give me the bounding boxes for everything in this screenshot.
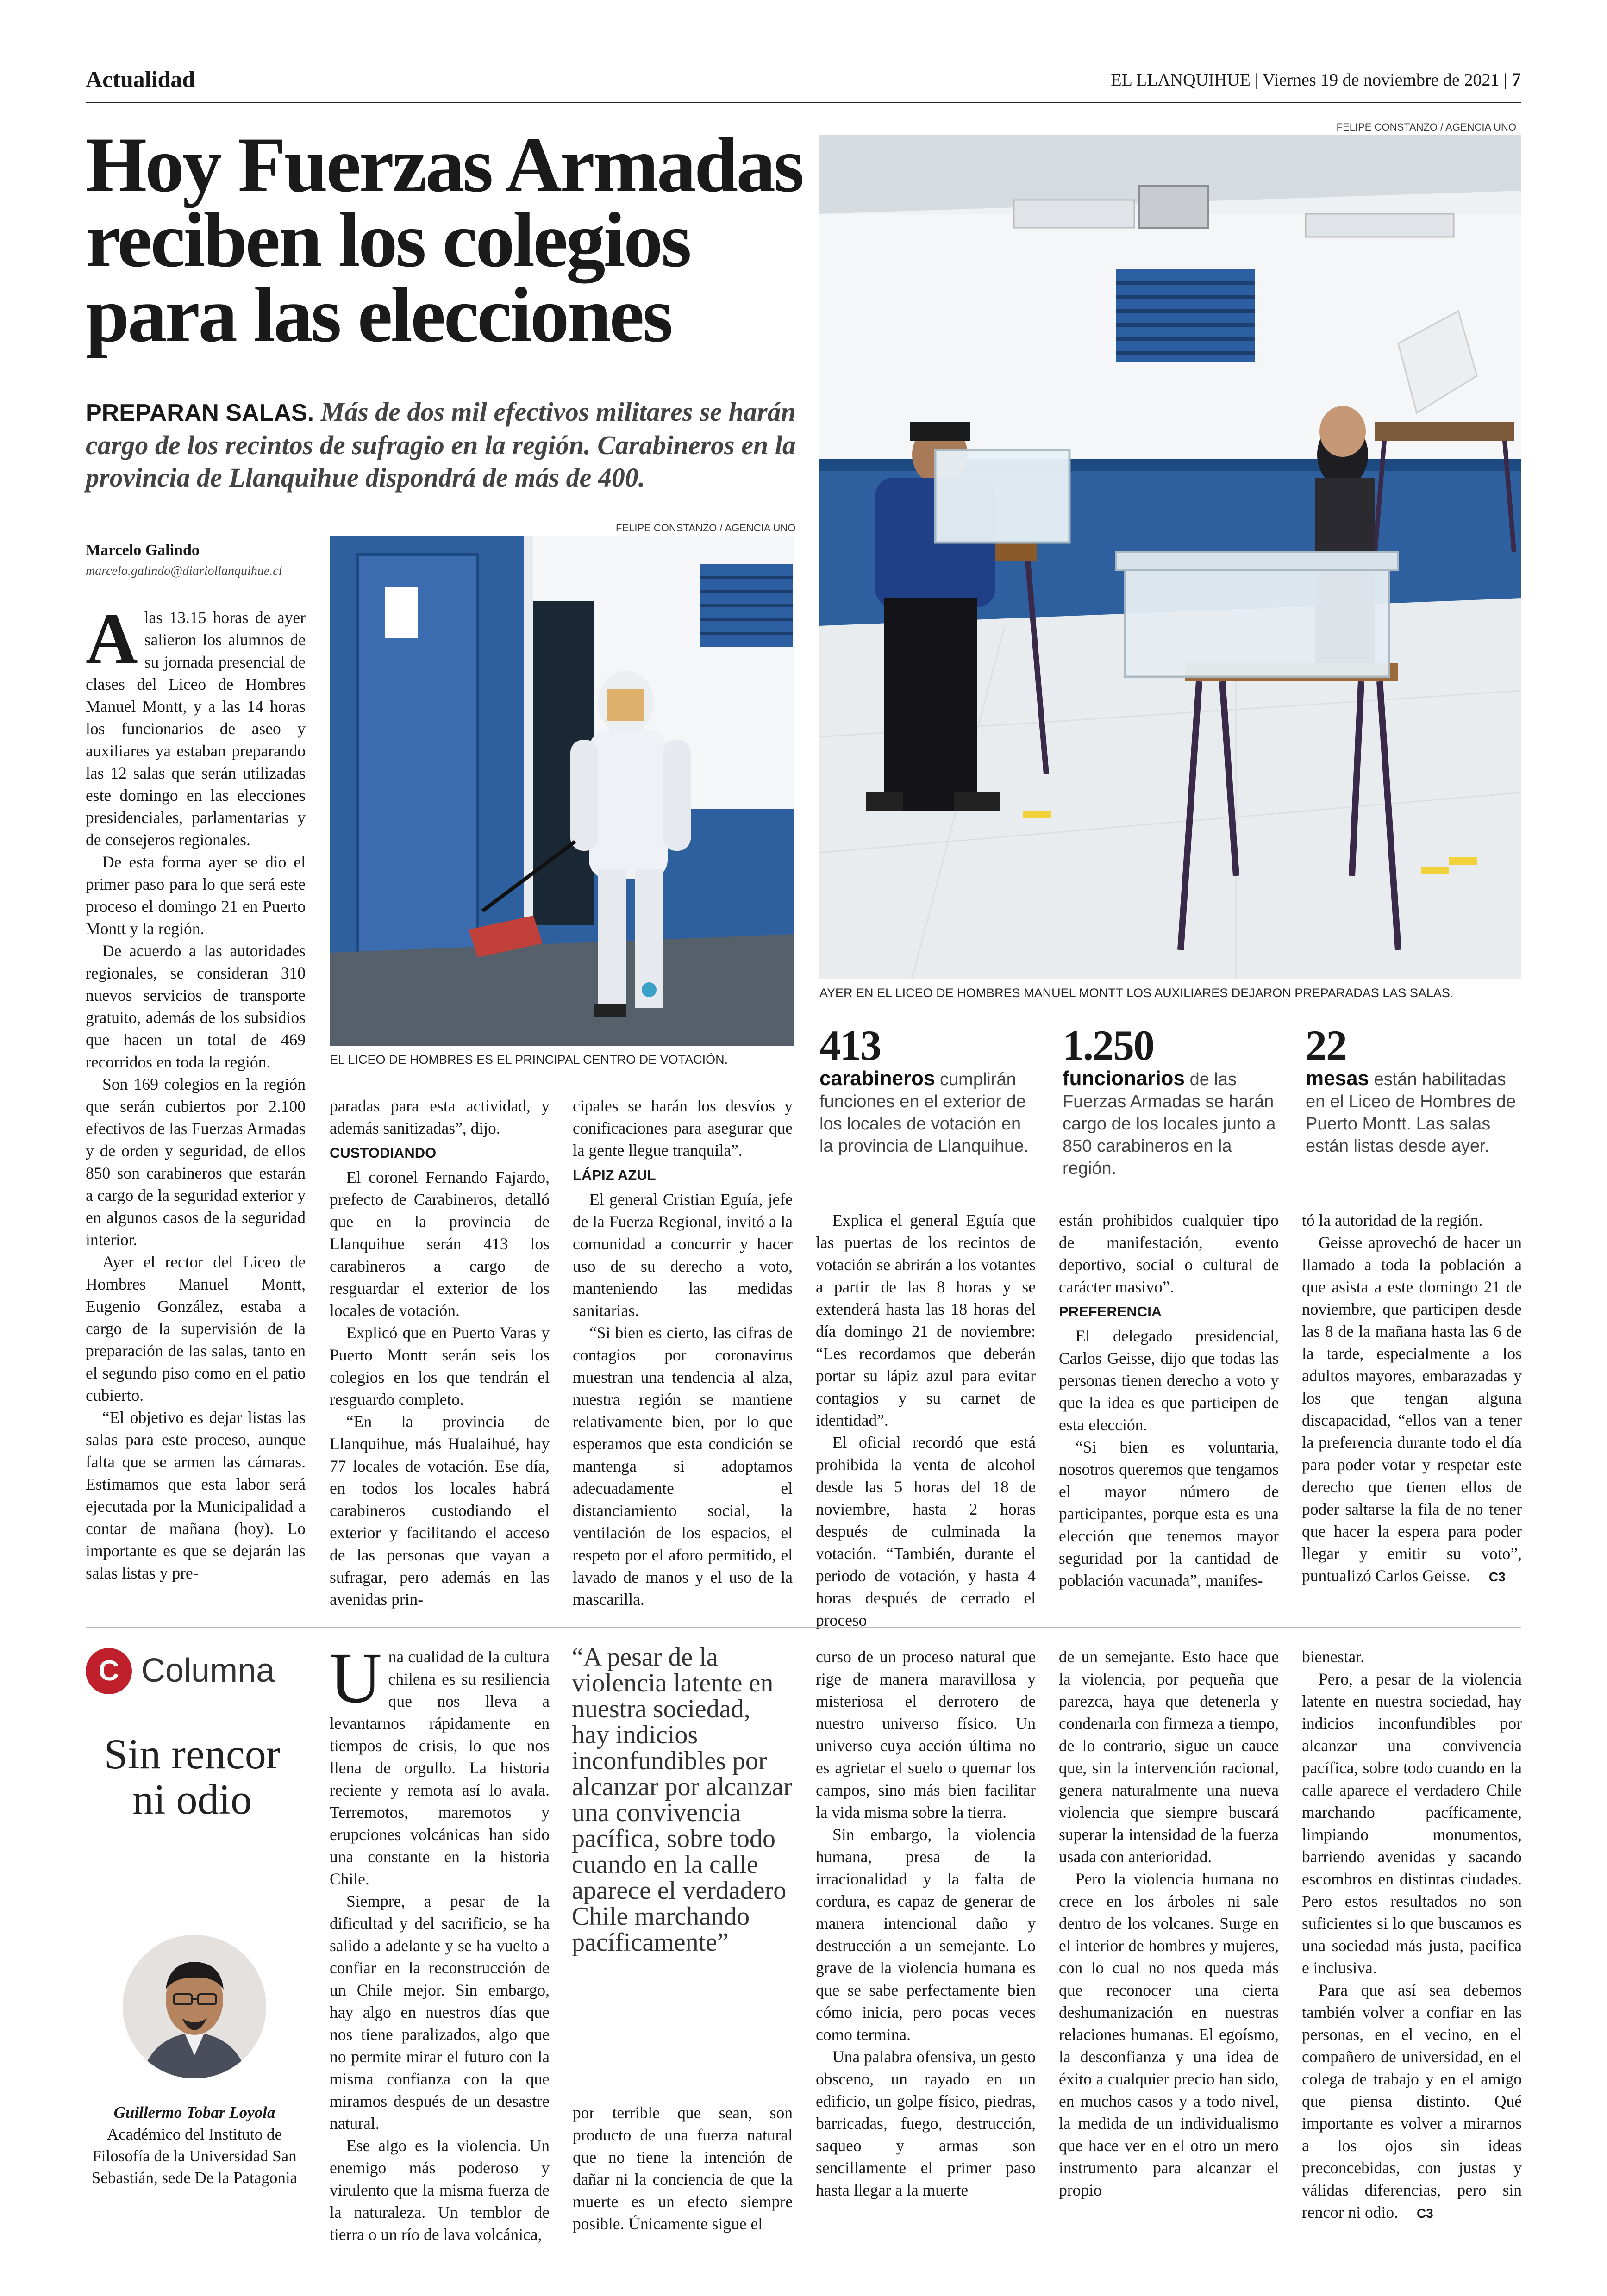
main-photo-credit: FELIPE CONSTANZO / AGENCIA UNO <box>1336 121 1516 133</box>
subhead-preferencia: PREFERENCIA <box>1059 1304 1162 1320</box>
paragraph: Explicó que en Puerto Varas y Puerto Montt serán seis los colegios en los que tendrán el resguardo completo. <box>330 1323 550 1409</box>
paragraph: Ese algo es la violencia. Un enemigo más poderoso y virulento que la misma fuerza de la naturaleza. Un temblor de tierra o un río de lava volcánica, <box>330 2136 550 2244</box>
column-col-1 <box>330 1638 550 2244</box>
column-badge-icon: C <box>86 1648 132 1694</box>
main-photo-caption: AYER EN EL LICEO DE HOMBRES MANUEL MONTT LOS AUXILIARES DEJARON PREPARADAS LAS SALAS. <box>819 986 1454 1000</box>
paragraph: están prohibidos cualquier tipo de manifestación, evento deportivo, social o cultural de carácter masivo”. <box>1059 1211 1279 1296</box>
paragraph: bienestar. <box>1302 1647 1365 1666</box>
article-col-4 <box>816 1209 1036 1629</box>
column-dropcap: U <box>330 1638 382 1718</box>
paragraph: “En la provincia de Llanquihue, más Hualaihué, hay 77 locales de votación. Ese día, en todos los locales habrá carabineros custodiando el exterior y facilitando el acceso de las personas que vayan a sufragar, pero además en las avenidas prin- <box>330 1412 550 1609</box>
column-col-2 <box>573 2102 793 2236</box>
stat-number: 1.250 <box>1063 1022 1154 1069</box>
paper-name: EL LLANQUIHUE <box>1111 70 1251 90</box>
stat-carabineros <box>819 1023 1037 1157</box>
paragraph: Para que así sea debemos también volver a confiar en las personas, en el vecino, en el compañero de universidad, en el colega de trabajo y en el amigo que piensa distinto. Qué importante es volver a mirarnos a los ojos sin ideas preconcebidas, con justas y válidas diferencias, pero sin rencor ni odio. <box>1302 1981 1522 2221</box>
end-mark: C3 <box>1417 2206 1433 2221</box>
paragraph: Una palabra ofensiva, un gesto obsceno, un rayado en un edificio, un golpe físico, piedras, barricadas, fuego, destrucción, saqueo y armas son sencillamente el primer paso hasta llegar a la muerte <box>816 2047 1036 2199</box>
stat-text: cumplirán funciones en el exterior de los locales de votación en la provincia de Llanquihue. <box>819 1070 1029 1156</box>
small-photo <box>330 536 794 1046</box>
sanitizing-scene <box>330 536 794 1046</box>
page-header <box>86 66 1521 96</box>
paragraph: Pero, a pesar de la violencia latente en nuestra sociedad, hay indicios inconfundibles por alcanzar una convivencia pacífica, sobre todo cuando en la calle aparece el verdadero Chile marchando pacíficamente, limpiando monumentos, barriendo avenidas y sacando escombros en distintas ciudades. Pero estos resultados no son suficientes si lo que buscamos es una sociedad más justa, pacífica e inclusiva. <box>1302 1670 1522 1977</box>
paragraph: Siempre, a pesar de la dificultad y del sacrificio, se ha salido a adelante y se ha vuelto a confiar en la reconstrucción de un Chile mejor. Sin embargo, hay algo en nuestros días que nos tiene paralizados, algo que no permite mirar el futuro con la misma confianza con la que miramos después de un desastre natural. <box>330 1892 550 2133</box>
stat-label: carabineros <box>819 1067 935 1090</box>
paragraph: cipales se harán los desvíos y conificaciones para asegurar que la gente llegue tranquila”. <box>573 1097 793 1160</box>
author-role: Académico del Instituto de Filosofía de la Universidad San Sebastián, sede De la Patagonia <box>91 2125 298 2187</box>
paragraph: De acuerdo a las autoridades regionales, se consideran 310 nuevos servicios de transporte gratuito, además de los subsidios que hacen un total de 469 recorridos en toda la región. <box>86 942 306 1071</box>
paragraph: “El objetivo es dejar listas las salas para este proceso, aunque falta que se armen las cámaras. Estimamos que esta labor será ejecutada por la Municipalidad a contar de mañana (hoy). Lo importante es que se dejarán las salas listas y pre- <box>86 1408 306 1582</box>
byline-email: marcelo.galindo@diariollanquihue.cl <box>86 564 282 578</box>
column-label: Columna <box>141 1652 275 1689</box>
paragraph: Sin embargo, la violencia humana, presa de la irracionalidad y la falta de cordura, es capaz de generar de manera intencional daño y destrucción a un semejante. Lo grave de la violencia humana es que se sabe perfectamente bien cómo inicia, pero pocas veces como termina. <box>816 1825 1036 2044</box>
paragraph: Geisse aprovechó de hacer un llamado a toda la población a que asista a este domingo 21 de noviembre, que participen desde las 8 de la mañana hasta las 6 de la tarde, especialmente a los adultos mayores, embarazadas y los que tengan alguna discapacidad, “ellos van a tener la preferencia durante todo el día para poder votar y respetar este derecho que tienen ellos de poder saltarse la fila de no tener que hacer la espera para poder llegar y emitir su voto”, puntualizó Carlos Geisse. <box>1302 1233 1522 1585</box>
paragraph: El coronel Fernando Fajardo, prefecto de Carabineros, detalló que en la provincia de Llanquihue serán 413 los carabineros a cargo de resguardar el exterior de los locales de votación. <box>330 1168 550 1320</box>
byline-name: Marcelo Galindo <box>86 542 200 559</box>
deck <box>86 396 808 494</box>
article-col-2 <box>330 1095 550 1622</box>
paragraph: na cualidad de la cultura chilena es su resiliencia que nos lleva a levantarnos rápidamente en tiempos de crisis, lo que nos llena de orgullo. La historia reciente y remota así lo avala. Terremotos, maremotos y erupciones volcánicas han sido una constante en la historia Chile. <box>330 1647 550 1888</box>
article-col-6 <box>1302 1209 1522 1626</box>
page-number: 7 <box>1512 69 1521 90</box>
article-col-3 <box>573 1095 793 1622</box>
main-photo <box>819 135 1521 979</box>
author-name: Guillermo Tobar Loyola <box>113 2103 275 2121</box>
article-col-1 <box>86 599 306 1616</box>
section-label: Actualidad <box>86 66 195 92</box>
stat-text: de las Fuerzas Armadas se harán cargo de los locales junto a 850 carabineros en la región. <box>1063 1070 1276 1178</box>
paragraph: “Si bien es voluntaria, nosotros queremos que tengamos el mayor número de participantes, porque esta es una elección que tenemos mayor seguridad por la cantidad de población vacunada”, manifes- <box>1059 1438 1279 1590</box>
masthead: EL LLANQUIHUE | Viernes 19 de noviembre de 2021 | 7 <box>1111 69 1521 90</box>
paragraph: las 13.15 horas de ayer salieron los alumnos de su jornada presencial de clases del Liceo de Hombres Manuel Montt, y a las 14 horas los funcionarios de aseo y auxiliares ya estaban preparando las 12 salas que serán utilizadas este domingo en las elecciones presidenciales, parlamentarias y de consejeros regionales. <box>86 608 306 849</box>
classroom-scene <box>819 135 1521 979</box>
stat-number: 413 <box>819 1022 881 1069</box>
paragraph: de un semejante. Esto hace que la violencia, por pequeña que parezca, haya que detenerla y condenarla con firmeza a tiempo, de lo contrario, sigue un cauce que, sin la intervención racional, genera naturalmente una nueva violencia que siempre buscará superar la intensidad de la fuerza usada con anterioridad. <box>1059 1647 1279 1866</box>
deck-text: Más de dos mil efectivos militares se harán cargo de los recintos de sufragio en la región. Carabineros en la provincia de Llanquihue dispondrá de más de 400. <box>86 397 796 493</box>
issue-date: Viernes 19 de noviembre de 2021 <box>1262 70 1500 90</box>
dropcap: A <box>86 599 138 679</box>
headline: Hoy Fuerzas Armadas reciben los colegios para las elecciones <box>86 121 803 358</box>
column-title: Sin rencor ni odio <box>104 1730 281 1823</box>
stat-funcionarios <box>1063 1023 1280 1179</box>
paragraph: por terrible que sean, son producto de una fuerza natural que no tiene la intención de dañar ni la conciencia de que la muerte es un efecto siempre posible. Únicamente sigue el <box>573 2103 793 2233</box>
column-col-4 <box>1059 1646 1279 2229</box>
subhead-custodiando: CUSTODIANDO <box>330 1145 437 1161</box>
author-portrait <box>123 1935 266 2078</box>
paragraph: El oficial recordó que está prohibida la venta de alcohol desde las 5 horas del 18 de noviembre, hasta 2 horas después de culminada la votación. “También, durante el periodo de votación, y hasta 4 horas después de cerrado el proceso <box>816 1433 1036 1629</box>
paragraph: curso de un proceso natural que rige de manera maravillosa y misteriosa el derrotero de nuestro universo físico. Un universo cuya acción última no es agrietar el suelo o quemar los campos, sino más bien facilitar la vida misma sobre la tierra. <box>816 1647 1036 1822</box>
small-photo-credit: FELIPE CONSTANZO / AGENCIA UNO <box>616 522 796 534</box>
pull-quote: “A pesar de la violencia latente en nuestra sociedad, hay indicios inconfundibles por alcanzar por alcanzar una convivencia pacífica, sobre todo cuando en la calle aparece el verdadero Chile marchando pacíficamente” <box>572 1643 792 1957</box>
paragraph: tó la autoridad de la región. <box>1302 1211 1483 1229</box>
column-separator <box>86 1627 1521 1628</box>
paragraph: Ayer el rector del Liceo de Hombres Manuel Montt, Eugenio González, estaba a cargo de la supervisión de la preparación de las salas, tanto en el segundo piso como en el patio cubierto. <box>86 1253 306 1404</box>
stat-label: funcionarios <box>1063 1067 1185 1090</box>
end-mark: C3 <box>1488 1570 1506 1584</box>
column-col-3 <box>816 1646 1036 2229</box>
small-photo-caption: EL LICEO DE HOMBRES ES EL PRINCIPAL CENTRO DE VOTACIÓN. <box>330 1053 728 1067</box>
stat-text: están habilitadas en el Liceo de Hombres de Puerto Montt. Las salas están listas desde ayer. <box>1306 1070 1516 1156</box>
paragraph: El delegado presidencial, Carlos Geisse, dijo que todas las personas tienen derecho a voto y que la idea es que participen de esta elección. <box>1059 1327 1279 1434</box>
header-rule <box>86 102 1521 103</box>
paragraph: De esta forma ayer se dio el primer paso para lo que será este proceso el domingo 21 en Puerto Montt y la región. <box>86 853 306 938</box>
column-col-5 <box>1302 1646 1522 2229</box>
paragraph: Son 169 colegios en la región que serán cubiertos por 2.100 efectivos de las Fuerzas Armadas y de orden y seguridad, de ellos 850 son carabineros que estarán a cargo de la seguridad exterior y en algunos casos de la seguridad interior. <box>86 1075 306 1249</box>
paragraph: Explica el general Eguía que las puertas de los recintos de votación se abrirán a los votantes a partir de las 8 horas y se extenderá hasta las 18 horas del día domingo 21 de noviembre: “Les recordamos que deberán portar su lápiz azul para evitar contagios y su carnet de identidad”. <box>816 1211 1036 1429</box>
article-col-5 <box>1059 1209 1279 1626</box>
paragraph: “Si bien es cierto, las cifras de contagios por coronavirus muestran una tendencia al alza, nuestra región se mantiene relativamente bien, por lo que esperamos que esta condición se mantenga si adoptamos adecuadamente el distanciamiento social, la ventilación de los espacios, el respeto por el aforo permitido, el lavado de manos y el uso de la mascarilla. <box>573 1323 793 1609</box>
stat-mesas <box>1306 1023 1523 1157</box>
paragraph: paradas para esta actividad, y además sanitizadas”, dijo. <box>330 1097 550 1137</box>
stat-label: mesas <box>1306 1067 1369 1090</box>
author-block <box>86 2102 303 2189</box>
author-avatar <box>123 1935 266 2078</box>
paragraph: Pero la violencia humana no crece en los árboles ni sale dentro de los volcanes. Surge en el interior de hombres y mujeres, con lo cual no nos queda más que reconocer una cierta deshumanización en nuestras relaciones humanas. El egoísmo, la desconfianza y una idea de éxito a cualquier precio han sido, en muchos casos y a todo nivel, la medida de un individualismo que hace ver en el otro un mero instrumento para alcanzar el propio <box>1059 1870 1279 2199</box>
deck-kicker: PREPARAN SALAS. <box>86 399 314 426</box>
stat-number: 22 <box>1306 1022 1346 1069</box>
subhead-lapiz-azul: LÁPIZ AZUL <box>573 1167 656 1183</box>
paragraph: El general Cristian Eguía, jefe de la Fuerza Regional, invitó a la comunidad a concurrir y hacer uso de su derecho a voto, manteniendo las medidas sanitarias. <box>573 1190 793 1320</box>
